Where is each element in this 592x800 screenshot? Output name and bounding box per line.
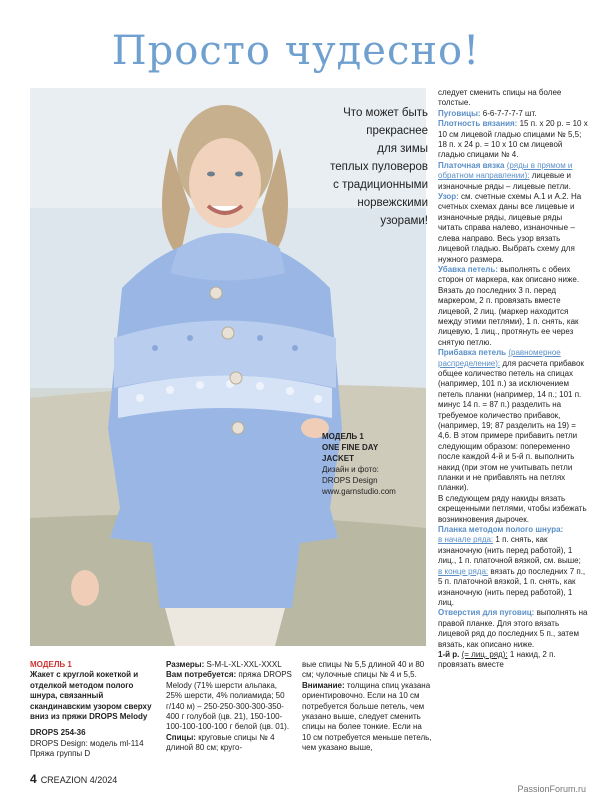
design-line: DROPS Design: модель ml-114 <box>30 738 144 748</box>
paragraph: следует сменить спицы на более толстые. <box>438 88 562 108</box>
watermark: PassionForum.ru <box>517 784 586 794</box>
instructions-column <box>438 88 588 671</box>
quote-line: с традиционными <box>333 179 428 191</box>
inc-label: Прибавка петель <box>438 348 507 358</box>
caption-brand: DROPS Design <box>322 476 378 485</box>
inc-text: В следующем ряду накиды вязать скрещенными петлями, чтобы избежать возникновения дырочек. <box>438 493 587 524</box>
page-title: Просто чудесно! <box>111 28 481 74</box>
cord-label: Планка методом полого шнура: <box>438 525 564 535</box>
needles-label: Спицы: <box>166 732 196 742</box>
quote-line: норвежскими <box>357 197 428 209</box>
quote-line: прекраснее <box>366 125 428 137</box>
issue-label: CREAZION 4/2024 <box>40 775 118 785</box>
dec-label: Убавка петель: <box>438 264 498 274</box>
inc-value: для расчета прибавок общее количество петель на спицах (например, 101 п.) за исключением петель планки (например, 14 п.; 101 п. минус 14 п. = 87 п.) разделить на требуемое количество прибавок, (например, 19; 87 разделить на 19) = 4,6. В этом примере прибавить петли следующим образом: попеременно после каждой 4-й и 5-й п. выполнить накид (при этом не учитывать петли планки и не прибавлять на петлях планки). <box>438 358 584 493</box>
caption-model: МОДЕЛЬ 1 <box>322 432 364 441</box>
pattern-label: Узор: <box>438 192 459 202</box>
quote-text <box>268 104 428 230</box>
model-caption <box>322 431 432 497</box>
page-footer <box>30 772 117 786</box>
caption-design: Дизайн и фото: <box>322 465 379 474</box>
dec-text: Вязать до последних 3 п. перед маркером, 2 п. провязать вместе лицевой, 2 лиц. (маркер находится между этими петлями), 1 п. снять, как лицевую, 1 лиц., протянуть ее через снятую петлю. <box>438 285 579 347</box>
need-value: пряжа DROPS Melody (71% шерсти альпака, 25% шерсти, 4% полиамида; 50 г/140 м) – 250-250-300-300-350-400 г голубой (цв. 21), 150-100-100-100-100-100 г белой (цв. 01). <box>166 670 292 732</box>
sizes-label: Размеры: <box>166 660 205 669</box>
model-label: МОДЕЛЬ 1 <box>30 660 72 669</box>
quote-line: узорами! <box>380 215 428 227</box>
caption-name2: JACKET <box>322 454 355 463</box>
need-label: Вам потребуется: <box>166 670 237 680</box>
cord-end: вязать до последних 7 п., 5 п. платочной вязкой, 1 п. снять, как изнаночную (нить перед работой), 1 лиц. <box>438 566 586 607</box>
cord-start: 1 п. снять, как изнаночную (нить перед работой), 1 лиц., 1 п. платочной вязкой, см. выше; <box>438 535 581 566</box>
buttons-value: 6-6-7-7-7-7 шт. <box>482 108 537 118</box>
sizes-value: S-M-L-XL-XXL-XXXL <box>206 660 282 669</box>
row1-value: 1 накид, 2 п. провязать вместе <box>438 649 556 670</box>
model-summary <box>30 660 158 760</box>
inc-paren: (равномерное распределение): <box>438 348 561 368</box>
page-number: 4 <box>30 772 37 786</box>
pattern-value: см. счетные схемы А.1 и А.2. На счетных схемах даны все лицевые и изнаночные ряды, лицевые ряды читать справа налево, изнаночные – слева направо. Весь узор вязать лицевой гладью. Выбрать схему для нужного размера. <box>438 192 582 264</box>
yarn-group: Пряжа группы D <box>30 749 91 759</box>
garter-paren: (ряды в прямом и обратном направлении): <box>438 160 573 181</box>
attn-label: Внимание: <box>302 680 345 690</box>
cord-start-label: в начале ряда: <box>438 535 494 545</box>
materials-column <box>166 660 292 754</box>
garter-value: лицевые и изнаночные ряды – лицевые петли. <box>438 171 571 191</box>
buttons-label: Пуговицы: <box>438 108 481 118</box>
density-label: Плотность вязания: <box>438 119 518 129</box>
needles-column <box>302 660 432 754</box>
quote-line: для зимы <box>377 143 428 155</box>
dec-value: выполнять с обеих сторон от маркера, как описано ниже. <box>438 264 580 285</box>
holes-value: выполнять на правой планке. Для этого вязать лицевой ряд до последних 5 п., затем вязать, как описано ниже. <box>438 608 588 649</box>
holes-label: Отверстия для пуговиц: <box>438 608 535 618</box>
garter-label: Платочная вязка <box>438 160 505 170</box>
attn-value: толщина спиц указана ориентировочно. Если на 10 см потребуется больше петель, чем указано выше, следует сменить спицы на более тонкие. Если на 10 см потребуется меньше петель, чем указано выше, <box>302 680 432 753</box>
row1-label: 1-й р. <box>438 649 460 659</box>
caption-site[interactable]: www.garnstudio.com <box>322 487 396 496</box>
caption-name1: ONE FINE DAY <box>322 443 379 452</box>
quote-line: теплых пуловеров <box>330 161 428 173</box>
col3-p1: вые спицы № 5,5 длиной 40 и 80 см; чулочные спицы № 4 и 5,5. <box>302 660 425 680</box>
row1-paren: (= лиц. ряд): <box>461 649 508 659</box>
model-desc: Жакет с круглой кокеткой и отделкой методом полого шнура, связанный скандинавским узором сверху вниз из пряжи DROPS Melody <box>30 670 152 722</box>
quote-line: Что может быть <box>343 107 428 119</box>
density-value: 15 п. х 20 р. = 10 х 10 см лицевой гладью спицами № 5,5; 18 п. х 24 р. = 10 х 10 см лицевой гладью спицами № 4. <box>438 119 588 160</box>
model-code: DROPS 254-36 <box>30 728 86 738</box>
needles-value: круговые спицы № 4 длиной 80 см; круго- <box>166 732 275 753</box>
cord-end-label: в конце ряда: <box>438 566 489 576</box>
